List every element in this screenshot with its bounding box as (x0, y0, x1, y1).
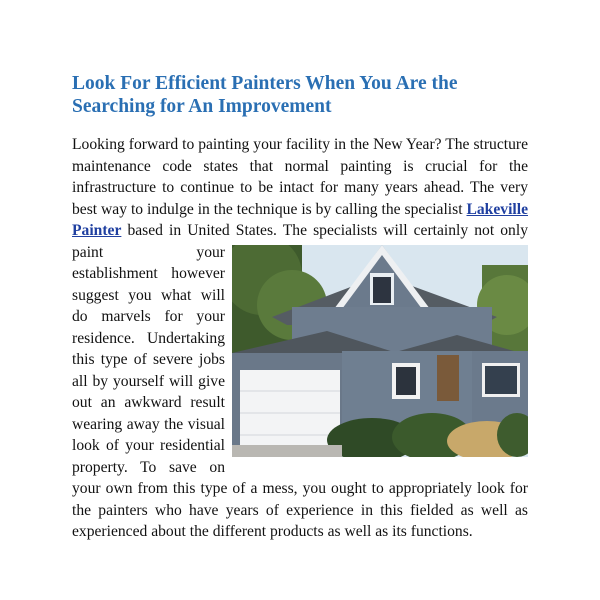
paragraph-after-link-text: based in United States. The specialists will certainly not only paint your establishment however suggest you what will do marvels for your residence. Undertaking this type of severe jobs all by yourself will give out an awkward result wearing away the visual look of your residential property. To save on your own from this type of a mess, you ought to appropriately look for the painters who have years of experience in this fielded as well as experienced about the different products as well as its functions. (72, 222, 528, 540)
house-photo-icon (232, 245, 528, 457)
document-body (72, 134, 528, 543)
house-photo (232, 245, 528, 457)
document-title: Look For Efficient Painters When You Are the Searching for An Improvement (72, 73, 458, 117)
body-paragraph (72, 134, 528, 543)
paragraph-start-text: Looking forward to painting your facility in the New Year? The structure maintenance code states that normal painting is crucial for the infrastructure to continue to be intact for many years ahead. The very best way to indulge in the technique is by calling the specialist (72, 136, 528, 218)
lakeville-painter-link[interactable]: Lakeville Painter (72, 200, 528, 239)
